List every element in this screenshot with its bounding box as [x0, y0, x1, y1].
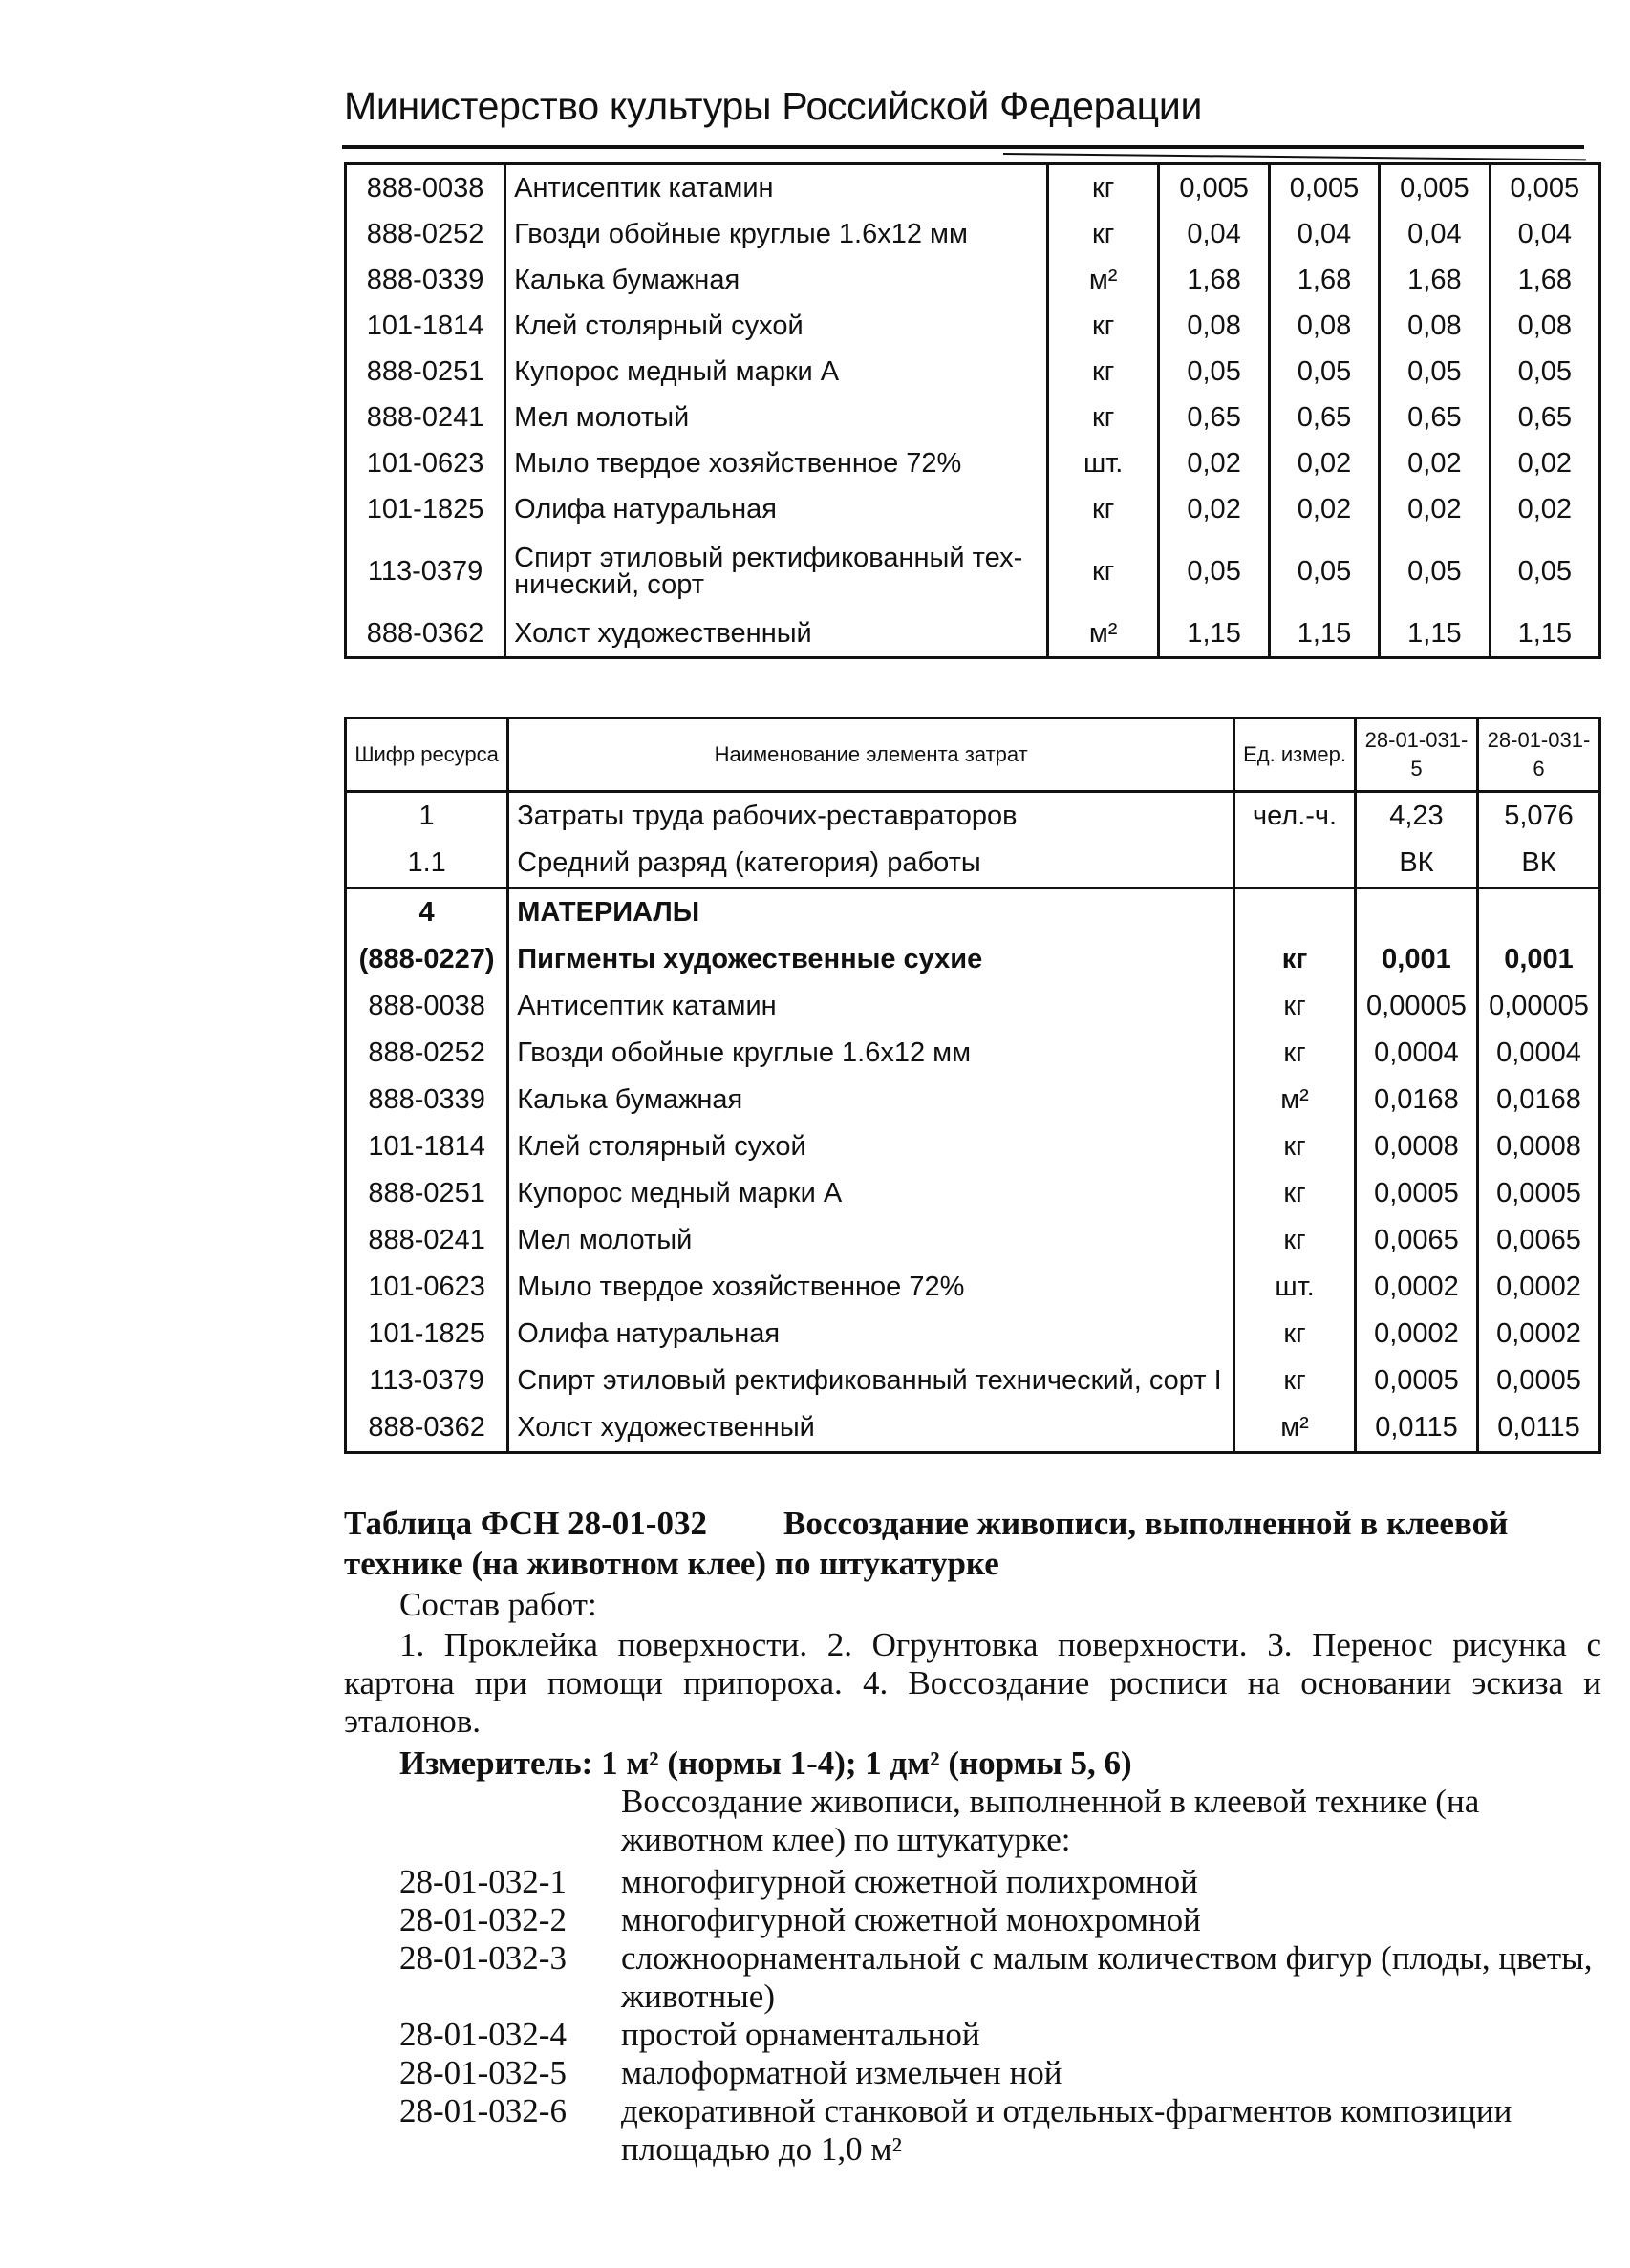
unit: кг [1047, 395, 1159, 440]
materials-table-continued [344, 162, 1601, 659]
value-norm-3: 1,15 [1380, 610, 1490, 658]
resource-code: 101-0623 [346, 1264, 508, 1311]
value-norm-4: 0,04 [1490, 211, 1599, 257]
value-norm-1: 0,02 [1159, 486, 1269, 532]
unit: кг [1047, 486, 1159, 532]
table-row [346, 1311, 1600, 1358]
header-norm-5: 28-01-031-5 [1355, 718, 1477, 792]
value-norm-5: 0,0005 [1355, 1358, 1477, 1404]
norm-description: сложноорнаментальной с малым количеством фигур (плоды, цветы, животные) [621, 1939, 1593, 2015]
unit: кг [1047, 211, 1159, 257]
resource-code: 101-1825 [346, 1311, 508, 1358]
resource-code: 101-0623 [346, 440, 505, 486]
value-norm-6: 0,00005 [1477, 983, 1599, 1030]
unit: кг [1234, 1030, 1356, 1077]
table-row [346, 486, 1600, 532]
value-norm-4: 0,08 [1490, 303, 1599, 349]
unit: шт. [1047, 440, 1159, 486]
unit: м² [1047, 610, 1159, 658]
resource-name: Пигменты художественные сухие [508, 936, 1234, 983]
resource-name: Антисептик катамин [508, 983, 1234, 1030]
page-header-title: Министерство культуры Российской Федерации [344, 84, 1203, 128]
unit: м² [1047, 257, 1159, 303]
table-row [346, 1264, 1600, 1311]
value-norm-2: 0,08 [1269, 303, 1379, 349]
table-row [346, 303, 1600, 349]
table-row [346, 349, 1600, 395]
value-norm-2: 0,005 [1269, 164, 1379, 212]
norm-code: 28-01-032-5 [399, 2054, 567, 2091]
table-row [346, 983, 1600, 1030]
resource-name: МАТЕРИАЛЫ [508, 888, 1234, 937]
resource-code: 113-0379 [346, 532, 505, 610]
value-norm-6: 0,0065 [1477, 1217, 1599, 1264]
table-row [346, 395, 1600, 440]
value-norm-2: 1,15 [1269, 610, 1379, 658]
norm-item [399, 2016, 1601, 2054]
resource-name: Купорос медный марки А [505, 349, 1048, 395]
table-row [346, 1404, 1600, 1453]
unit [1234, 888, 1356, 937]
composition-label: Состав работ: [399, 1586, 597, 1623]
value-norm-2: 1,68 [1269, 257, 1379, 303]
table-number: Таблица ФСН 28-01-032 [344, 1505, 707, 1542]
value-norm-5: 0,00005 [1355, 983, 1477, 1030]
resource-name: Мел молотый [508, 1217, 1234, 1264]
table-row [346, 1077, 1600, 1123]
value-norm-1: 1,15 [1159, 610, 1269, 658]
value-norm-5: ВК [1355, 840, 1477, 888]
value-norm-6: 0,0002 [1477, 1264, 1599, 1311]
unit [1234, 840, 1356, 888]
value-norm-6 [1477, 888, 1599, 937]
resource-name: Мыло твердое хозяйственное 72% [505, 440, 1048, 486]
resource-name: Клей столярный сухой [508, 1123, 1234, 1170]
norms-intro: Воссоздание живописи, выполненной в клеевой технике (на животном клее) по штукатурке: [621, 1783, 1480, 1858]
resource-name: Холст художественный [505, 610, 1048, 658]
table-row [346, 211, 1600, 257]
value-norm-5: 0,0004 [1355, 1030, 1477, 1077]
resource-name: Купорос медный марки А [508, 1170, 1234, 1217]
value-norm-5: 0,0002 [1355, 1264, 1477, 1311]
value-norm-1: 0,08 [1159, 303, 1269, 349]
resource-code: 888-0252 [346, 211, 505, 257]
norm-code: 28-01-032-2 [399, 1901, 567, 1938]
value-norm-1: 0,04 [1159, 211, 1269, 257]
unit: кг [1047, 164, 1159, 212]
unit: кг [1234, 936, 1356, 983]
resource-code: 101-1825 [346, 486, 505, 532]
value-norm-5: 0,001 [1355, 936, 1477, 983]
norm-item [399, 1863, 1601, 1901]
value-norm-3: 0,05 [1380, 349, 1490, 395]
unit: кг [1047, 349, 1159, 395]
norm-item [399, 1901, 1601, 1939]
unit: кг [1234, 983, 1356, 1030]
value-norm-1: 0,05 [1159, 349, 1269, 395]
value-norm-4: 0,65 [1490, 395, 1599, 440]
resource-name: Калька бумажная [508, 1077, 1234, 1123]
value-norm-6: 0,0168 [1477, 1077, 1599, 1123]
table-header-row [346, 718, 1600, 792]
value-norm-1: 0,05 [1159, 532, 1269, 610]
resource-name: Гвозди обойные круглые 1.6х12 мм [508, 1030, 1234, 1077]
value-norm-3: 0,005 [1380, 164, 1490, 212]
value-norm-5: 0,0168 [1355, 1077, 1477, 1123]
value-norm-4: 0,02 [1490, 486, 1599, 532]
table-row [346, 792, 1600, 841]
value-norm-3: 0,05 [1380, 532, 1490, 610]
value-norm-3: 0,02 [1380, 486, 1490, 532]
norms-list [399, 1863, 1601, 2169]
value-norm-1: 1,68 [1159, 257, 1269, 303]
value-norm-5: 0,0008 [1355, 1123, 1477, 1170]
header-rule [342, 145, 1584, 149]
value-norm-2: 0,02 [1269, 440, 1379, 486]
meter-line: Измеритель: 1 м² (нормы 1-4); 1 дм² (нормы 5, 6) [399, 1744, 1132, 1782]
unit: чел.-ч. [1234, 792, 1356, 841]
unit: кг [1047, 532, 1159, 610]
resource-costs-table [344, 717, 1601, 1454]
unit: м² [1234, 1404, 1356, 1453]
value-norm-4: 0,02 [1490, 440, 1599, 486]
value-norm-4: 0,05 [1490, 349, 1599, 395]
resource-name: Мел молотый [505, 395, 1048, 440]
value-norm-5: 4,23 [1355, 792, 1477, 841]
norm-description: многофигурной сюжетной полихромной [621, 1863, 1198, 1900]
norm-item [399, 2092, 1601, 2169]
value-norm-5: 0,0115 [1355, 1404, 1477, 1453]
norm-description: малоформатной измельчен ной [621, 2054, 1062, 2091]
resource-name: Олифа натуральная [508, 1311, 1234, 1358]
norm-description: многофигурной сюжетной монохромной [621, 1901, 1201, 1938]
table-row [346, 1123, 1600, 1170]
resource-code: 888-0241 [346, 395, 505, 440]
resource-name: Клей столярный сухой [505, 303, 1048, 349]
table-row [346, 936, 1600, 983]
header-code: Шифр ресурса [346, 718, 508, 792]
unit: шт. [1234, 1264, 1356, 1311]
resource-code: 1.1 [346, 840, 508, 888]
unit: кг [1047, 303, 1159, 349]
table-title: Воссоздание живописи, выполненной в клеевой технике (на животном клее) по штукатурке [344, 1505, 1509, 1582]
norm-code: 28-01-032-3 [399, 1939, 567, 1977]
value-norm-6: 0,0002 [1477, 1311, 1599, 1358]
resource-code: 4 [346, 888, 508, 937]
resource-code: 888-0038 [346, 164, 505, 212]
resource-code: 888-0251 [346, 349, 505, 395]
value-norm-1: 0,02 [1159, 440, 1269, 486]
value-norm-6: 0,0005 [1477, 1358, 1599, 1404]
norm-code: 28-01-032-4 [399, 2016, 567, 2053]
resource-name: Антисептик катамин [505, 164, 1048, 212]
unit: м² [1234, 1077, 1356, 1123]
value-norm-6: 0,0008 [1477, 1123, 1599, 1170]
unit: кг [1234, 1170, 1356, 1217]
table-row [346, 610, 1600, 658]
resource-name: Олифа натуральная [505, 486, 1048, 532]
value-norm-5: 0,0005 [1355, 1170, 1477, 1217]
value-norm-3: 0,04 [1380, 211, 1490, 257]
value-norm-2: 0,05 [1269, 532, 1379, 610]
resource-code: 888-0339 [346, 1077, 508, 1123]
value-norm-5: 0,0002 [1355, 1311, 1477, 1358]
resource-name: Спирт этиловый ректификованный технический, сорт I [508, 1358, 1234, 1404]
value-norm-4: 1,68 [1490, 257, 1599, 303]
value-norm-1: 0,65 [1159, 395, 1269, 440]
value-norm-6: 0,0004 [1477, 1030, 1599, 1077]
table-heading [344, 1504, 1601, 1584]
value-norm-6: 0,001 [1477, 936, 1599, 983]
value-norm-3: 0,65 [1380, 395, 1490, 440]
value-norm-4: 1,15 [1490, 610, 1599, 658]
composition-text: 1. Проклейка поверхности. 2. Огрунтовка поверхности. 3. Перенос рисунка с картона при помощи припороха. 4. Воссоздание росписи на основании эскиза и эталонов. [344, 1626, 1601, 1740]
value-norm-2: 0,02 [1269, 486, 1379, 532]
value-norm-6: ВК [1477, 840, 1599, 888]
value-norm-3: 0,02 [1380, 440, 1490, 486]
table-row [346, 1358, 1600, 1404]
resource-name: Спирт этиловый ректификованный тех-нический, сорт [505, 532, 1048, 610]
norm-item [399, 1939, 1601, 2016]
header-unit: Ед. измер. [1234, 718, 1356, 792]
resource-code: 888-0038 [346, 983, 508, 1030]
resource-code: 888-0251 [346, 1170, 508, 1217]
resource-code: 888-0339 [346, 257, 505, 303]
resource-code: 888-0252 [346, 1030, 508, 1077]
unit: кг [1234, 1311, 1356, 1358]
value-norm-2: 0,65 [1269, 395, 1379, 440]
table-row [346, 440, 1600, 486]
value-norm-6: 5,076 [1477, 792, 1599, 841]
table-row [346, 840, 1600, 888]
value-norm-3: 1,68 [1380, 257, 1490, 303]
value-norm-5 [1355, 888, 1477, 937]
value-norm-1: 0,005 [1159, 164, 1269, 212]
resource-code: 1 [346, 792, 508, 841]
resource-name: Затраты труда рабочих-реставраторов [508, 792, 1234, 841]
resource-name: Холст художественный [508, 1404, 1234, 1453]
table-row [346, 1217, 1600, 1264]
header-norm-6: 28-01-031-6 [1477, 718, 1599, 792]
resource-name: Мыло твердое хозяйственное 72% [508, 1264, 1234, 1311]
value-norm-4: 0,005 [1490, 164, 1599, 212]
table-row [346, 888, 1600, 937]
resource-code: (888-0227) [346, 936, 508, 983]
table-row [346, 532, 1600, 610]
norm-item [399, 2054, 1601, 2092]
value-norm-6: 0,0115 [1477, 1404, 1599, 1453]
resource-code: 888-0362 [346, 1404, 508, 1453]
unit: кг [1234, 1123, 1356, 1170]
value-norm-2: 0,05 [1269, 349, 1379, 395]
norm-code: 28-01-032-1 [399, 1863, 567, 1900]
header-name: Наименование элемента затрат [508, 718, 1234, 792]
table-row [346, 1170, 1600, 1217]
resource-code: 888-0241 [346, 1217, 508, 1264]
table-row [346, 164, 1600, 212]
table-row [346, 257, 1600, 303]
value-norm-5: 0,0065 [1355, 1217, 1477, 1264]
resource-code: 101-1814 [346, 1123, 508, 1170]
value-norm-4: 0,05 [1490, 532, 1599, 610]
norm-description: декоративной станковой и отдельных-фрагментов композиции площадью до 1,0 м² [621, 2092, 1512, 2168]
norm-code: 28-01-032-6 [399, 2092, 567, 2129]
value-norm-2: 0,04 [1269, 211, 1379, 257]
norm-description: простой орнаментальной [621, 2016, 980, 2053]
resource-code: 113-0379 [346, 1358, 508, 1404]
unit: кг [1234, 1358, 1356, 1404]
value-norm-6: 0,0005 [1477, 1170, 1599, 1217]
resource-code: 888-0362 [346, 610, 505, 658]
resource-name: Гвозди обойные круглые 1.6х12 мм [505, 211, 1048, 257]
header-rule-secondary [1003, 153, 1586, 160]
unit: кг [1234, 1217, 1356, 1264]
resource-name: Средний разряд (категория) работы [508, 840, 1234, 888]
table-row [346, 1030, 1600, 1077]
resource-code: 101-1814 [346, 303, 505, 349]
resource-name: Калька бумажная [505, 257, 1048, 303]
value-norm-3: 0,08 [1380, 303, 1490, 349]
